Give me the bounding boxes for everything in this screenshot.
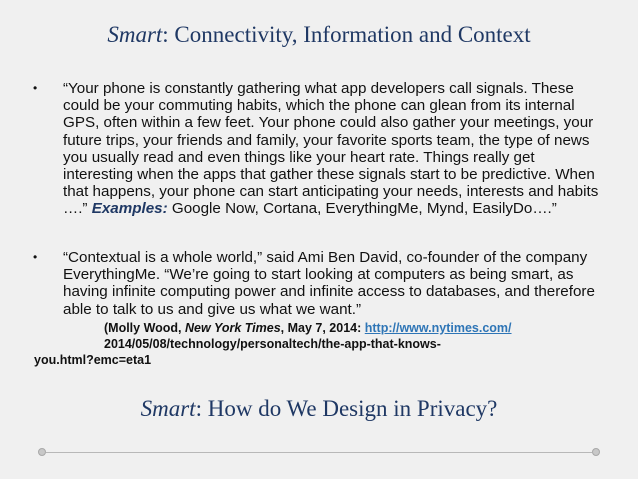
bullet-icon: •: [33, 250, 38, 264]
citation-link[interactable]: http://www.nytimes.com/: [364, 321, 512, 335]
bullet-text: “Contextual is a whole world,” said Ami Ben David, co-founder of the company EverythingMe. “We’re going to start looking at computers as being smart, as having infinite computing power and infinite access to databases, and therefore able to talk to us and give us what we want.”: [63, 249, 595, 318]
title-rest: : Connectivity, Information and Context: [162, 22, 531, 47]
slide-subtitle: [0, 396, 638, 422]
citation-date: , May 7, 2014:: [280, 321, 365, 335]
citation-open: (Molly Wood,: [104, 321, 186, 335]
footer-dot-right-icon: [592, 448, 600, 456]
bullet-quote: “Your phone is constantly gathering what app developers call signals. These could be your commuting habits, which the phone can glean from its internal GPS, often within a few feet. Your phone could also gather your meetings, your future trips, your friends and family, your favorite sports team, the type of news you usually read and even things like your heart rate. Things really get interesting when the apps that gather these signals start to be predictive. When that happens, your phone can start anticipating your needs, interests and habits ….”: [63, 80, 599, 218]
examples-label: Examples:: [91, 200, 168, 218]
subtitle-prefix: Smart: [140, 396, 196, 421]
title-prefix: Smart: [107, 22, 163, 47]
examples-text: Google Now, Cortana, EverythingMe, Mynd, EasilyDo….”: [167, 200, 557, 218]
bullet-text: [63, 80, 608, 218]
slide-title: [0, 22, 638, 48]
bullet-icon: •: [33, 81, 38, 95]
bullet-item-contextual: [33, 249, 608, 318]
citation-publication: New York Times: [185, 321, 281, 335]
bullet-item-signals: [33, 80, 608, 218]
citation: [34, 320, 594, 368]
subtitle-rest: : How do We Design in Privacy?: [195, 396, 498, 421]
citation-line-3: you.html?emc=eta1: [34, 353, 152, 367]
footer-divider: [46, 452, 592, 453]
citation-line-1: [34, 320, 594, 336]
citation-line-2: 2014/05/08/technology/personaltech/the-app-that-knows-: [104, 337, 441, 351]
footer-dot-left-icon: [38, 448, 46, 456]
